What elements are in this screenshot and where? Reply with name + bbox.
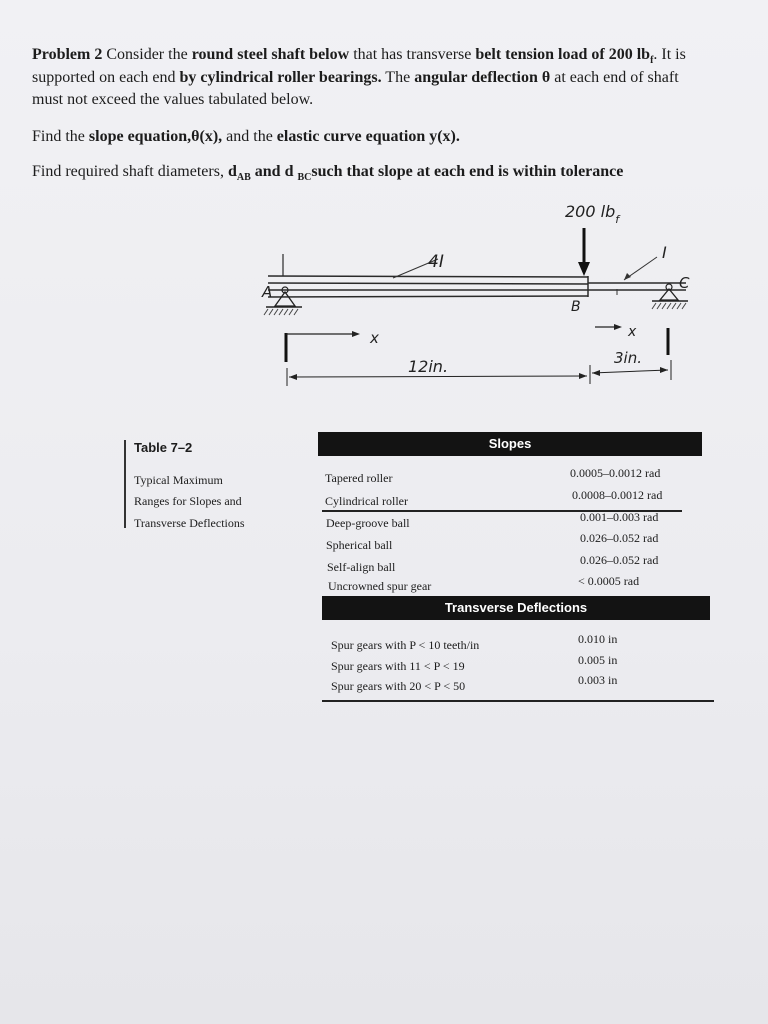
slope-value-deep-groove-ball: 0.001–0.003 rad xyxy=(580,510,659,524)
text-run: The xyxy=(381,69,415,86)
slope-value-spherical-ball: 0.026–0.052 rad xyxy=(580,531,659,545)
text-run: and d xyxy=(250,163,298,180)
length-ab-label: 12in. xyxy=(408,357,449,376)
deflection-item-2: Spur gears with 11 < P < 19 xyxy=(331,659,465,673)
text-run: supported on each end xyxy=(32,69,180,86)
slope-item-uncrowned-spur-gear: Uncrowned spur gear xyxy=(328,579,432,593)
subscript: BC xyxy=(297,172,312,184)
subscript: f xyxy=(650,55,654,67)
text-run: that has transverse xyxy=(349,46,476,63)
deflection-value-1: 0.010 in xyxy=(578,632,618,646)
slope-item-spherical-ball: Spherical ball xyxy=(326,538,393,552)
subscript: AB xyxy=(236,172,251,184)
deflection-item-1: Spur gears with P < 10 teeth/in xyxy=(331,638,480,652)
load-label xyxy=(565,202,621,226)
slopes-header: Slopes xyxy=(318,432,702,456)
problem-number: Problem 2 xyxy=(32,46,103,63)
moment-ab-label: 4I xyxy=(428,252,444,272)
text-run: Find required shaft diameters, xyxy=(32,163,228,180)
shaft-segment-ab xyxy=(268,276,588,297)
text-run: elastic curve equation y(x). xyxy=(276,128,460,145)
text-run: Consider the xyxy=(102,46,192,63)
label-b: B xyxy=(571,299,581,315)
text-run: round steel shaft below xyxy=(191,46,350,63)
text-run: Find the xyxy=(32,128,89,145)
load-arrow xyxy=(578,228,590,276)
table-caption-1: Typical Maximum xyxy=(134,473,223,487)
slope-value-cylindrical-roller: 0.0008–0.0012 rad xyxy=(572,488,663,502)
slope-item-self-align-ball: Self-align ball xyxy=(327,560,396,574)
slope-value-tapered-roller: 0.0005–0.0012 rad xyxy=(570,466,661,480)
deflection-item-3: Spur gears with 20 < P < 50 xyxy=(331,679,466,693)
text-run: angular deflection θ xyxy=(414,69,551,86)
label-c: C xyxy=(679,274,690,292)
table-caption-2: Ranges for Slopes and xyxy=(134,494,242,508)
moment-bc-label: I xyxy=(662,243,667,262)
slope-value-uncrowned-spur-gear: < 0.0005 rad xyxy=(578,574,640,588)
text-run: belt tension load of 200 lb xyxy=(475,46,651,63)
text-run: d xyxy=(227,163,237,180)
slope-item-tapered-roller: Tapered roller xyxy=(325,471,393,485)
table-caption-rule xyxy=(124,440,126,528)
label-a: A xyxy=(262,283,273,301)
deflection-value-3: 0.003 in xyxy=(578,673,618,687)
x1-label: x xyxy=(628,324,637,340)
slope-item-cylindrical-roller: Cylindrical roller xyxy=(325,494,408,508)
slope-item-deep-groove-ball: Deep-groove ball xyxy=(326,516,410,530)
text-run: and the xyxy=(222,128,277,145)
x-axis-arrow xyxy=(286,331,360,362)
table-title: Table 7–2 xyxy=(134,440,193,455)
text-run: . It is xyxy=(653,46,686,63)
length-bc-label: 3in. xyxy=(614,349,642,367)
deflections-header: Transverse Deflections xyxy=(322,596,710,620)
x-label: x xyxy=(370,329,379,347)
text-run: such that slope at each end is within tolerance xyxy=(311,163,624,180)
slope-value-self-align-ball: 0.026–0.052 rad xyxy=(580,553,659,567)
table-bottom-rule xyxy=(322,700,714,702)
load-subscript: f xyxy=(615,213,620,226)
problem-line-3: must not exceed the values tabulated below. xyxy=(32,91,314,108)
text-run: slope equation,θ(x), xyxy=(88,128,223,145)
load-value: 200 lb xyxy=(565,202,616,221)
deflection-value-2: 0.005 in xyxy=(578,653,618,667)
text-run: at each end of shaft xyxy=(550,69,679,86)
table-caption-3: Transverse Deflections xyxy=(134,516,245,530)
text-run: by cylindrical roller bearings. xyxy=(179,69,382,86)
